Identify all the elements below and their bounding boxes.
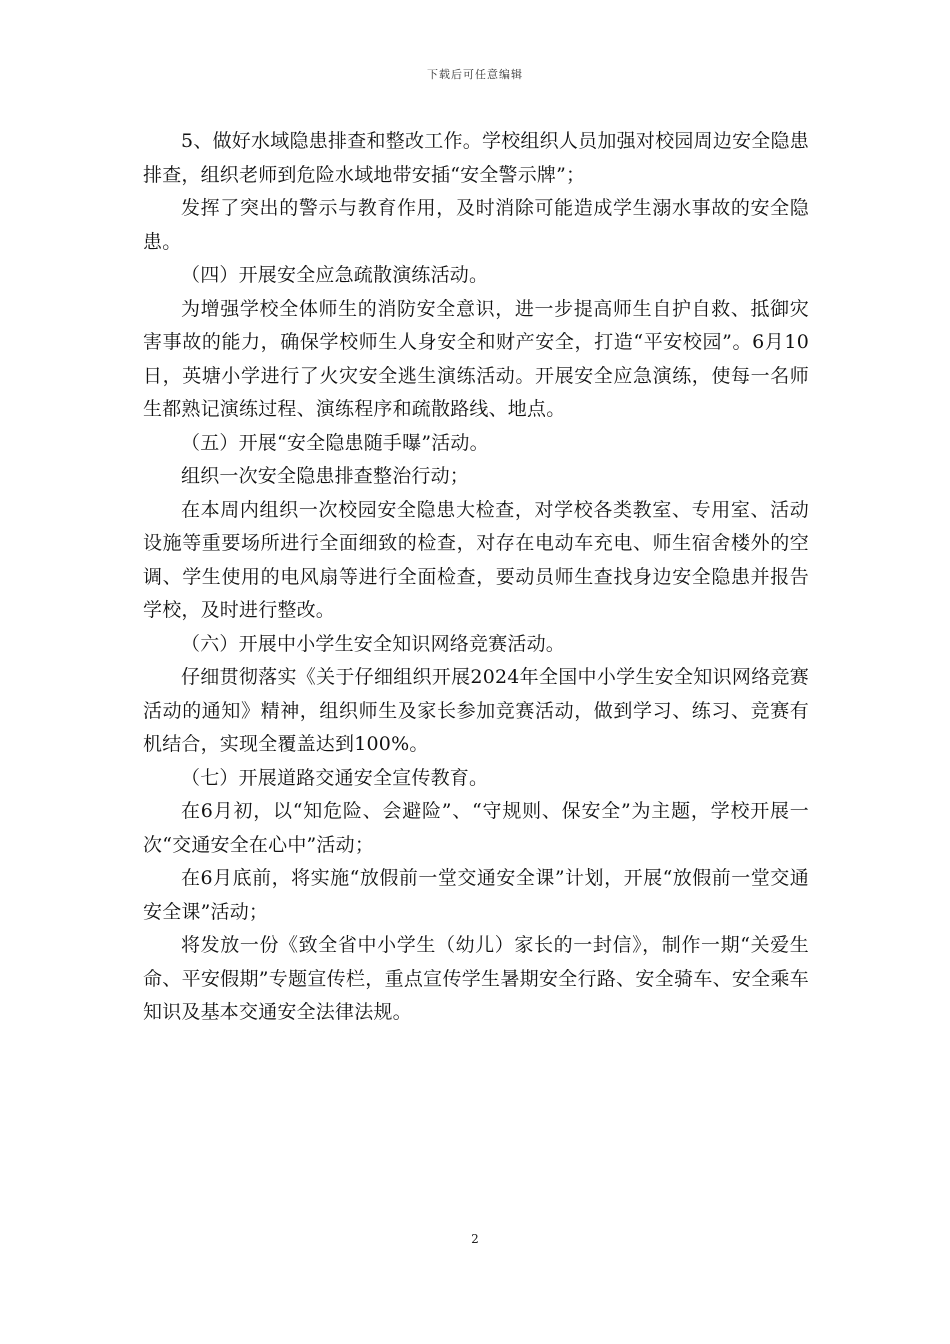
section-heading-evacuation-drill: （四）开展安全应急疏散演练活动。 [181,264,489,286]
paragraph-contest-details: 仔细贯彻落实《关于仔细组织开展2024年全国中小学生安全知识网络竞赛活动的通知》精神，组织师生及家长参加竞赛活动，做到学习、练习、竞赛有机结合，实现全覆盖达到100%。 [143,666,809,755]
paragraph-hazard-action: 组织一次安全隐患排查整治行动； [181,465,470,487]
section-heading-knowledge-contest: （六）开展中小学生安全知识网络竞赛活动。 [181,632,566,655]
paragraph-june-end-lesson: 在6月底前，将实施“放假前一堂交通安全课”计划，开展“放假前一堂交通安全课”活动； [143,867,809,923]
paragraph-fire-drill: 为增强学校全体师生的消防安全意识，进一步提高师生自护自救、抵御灾害事故的能力，确保学校师生人身安全和财产安全，打造“平安校园”。6月10日，英塘小学进行了火灾安全逃生演练活动。开展安全应急演练，使每一名师生都熟记演练过程、演练程序和疏散路线、地点。 [143,297,809,420]
section-heading-hazard-exposure: （五）开展“安全隐患随手曝”活动。 [181,431,489,454]
page-header: 下载后可任意编辑 [427,68,523,81]
paragraph-water-hazard: 5、做好水域隐患排查和整改工作。学校组织人员加强对校园周边安全隐患排查，组织老师到危险水域地带安插“安全警示牌”； [143,130,809,186]
paragraph-campus-inspection: 在本周内组织一次校园安全隐患大检查，对学校各类教室、专用室、活动设施等重要场所进行全面细致的检查，对存在电动车充电、师生宿舍楼外的空调、学生使用的电风扇等进行全面检查，要动员师生查找身边安全隐患并报告学校，及时进行整改。 [143,498,809,621]
section-heading-traffic-safety: （七）开展道路交通安全宣传教育。 [181,766,489,789]
paragraph-warning-effect: 发挥了突出的警示与教育作用，及时消除可能造成学生溺水事故的安全隐患。 [143,197,809,253]
paragraph-parent-letter: 将发放一份《致全省中小学生（幼儿）家长的一封信》，制作一期“关爱生命、平安假期”专题宣传栏，重点宣传学生暑期安全行路、安全骑车、安全乘车知识及基本交通安全法律法规。 [143,934,809,1023]
document-body [143,125,809,1030]
page-number: 2 [471,1232,479,1246]
paragraph-june-start-activity: 在6月初，以“知危险、会避险”、“守规则、保安全”为主题，学校开展一次“交通安全在心中”活动； [143,800,809,856]
